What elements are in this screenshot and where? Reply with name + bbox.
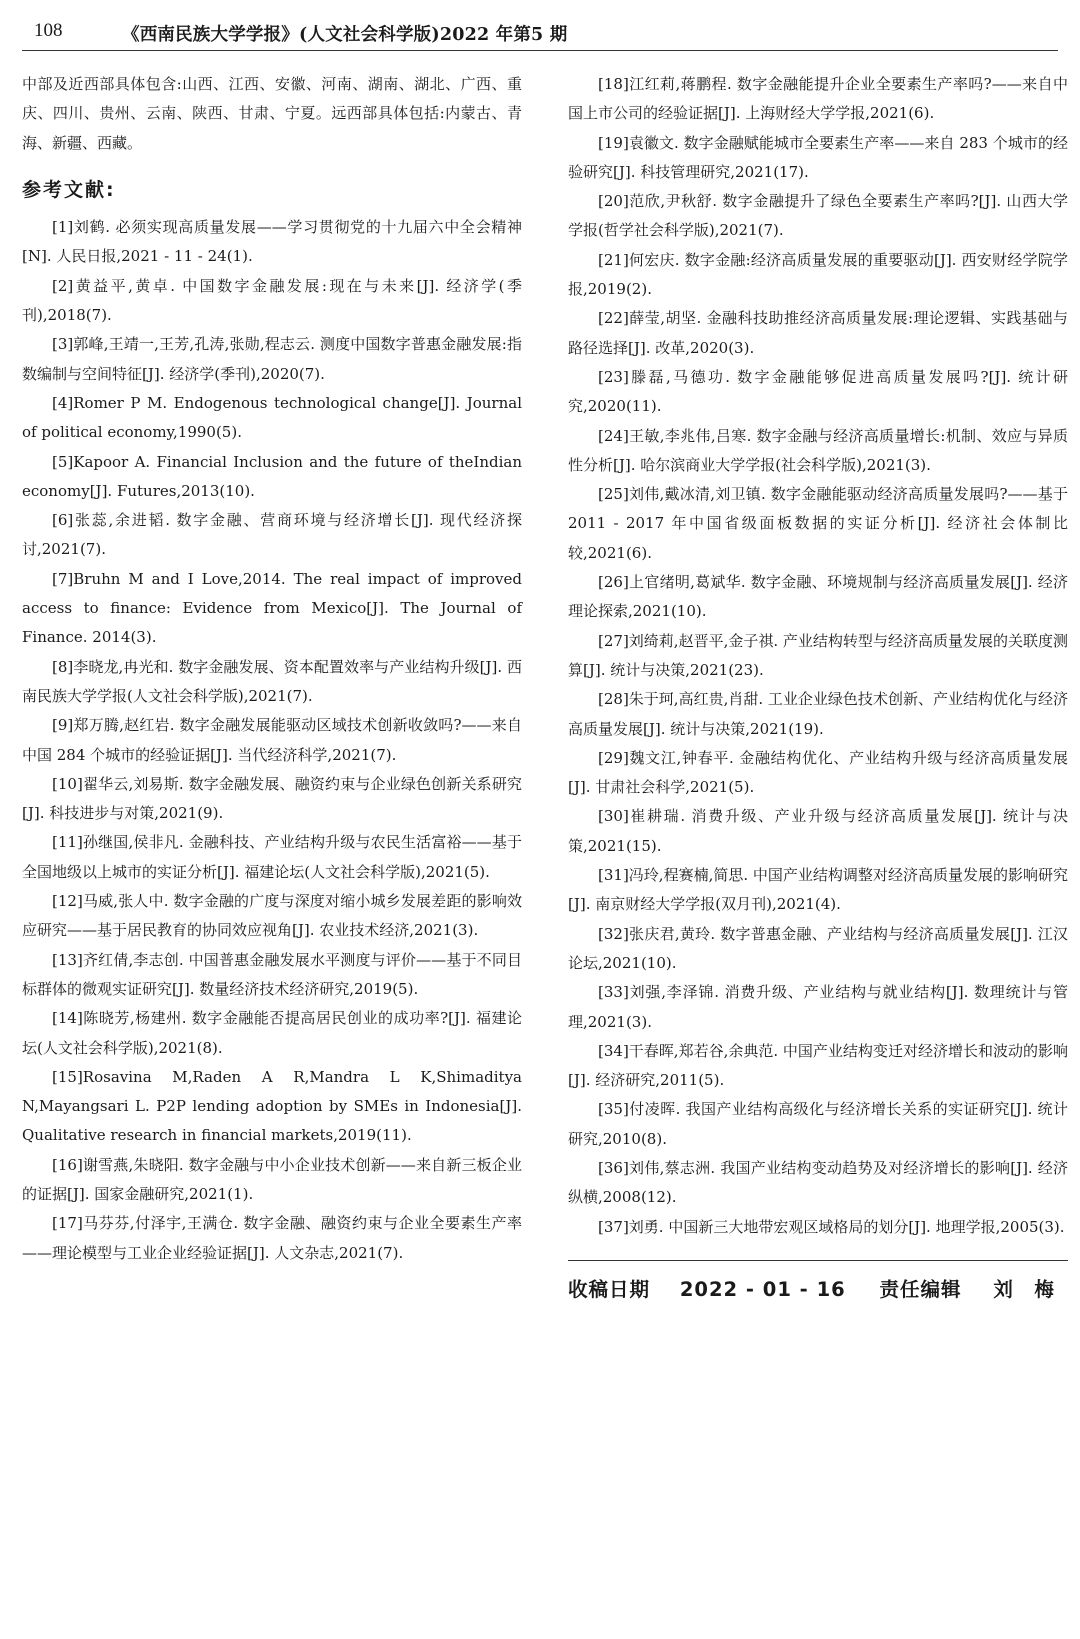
received-label: 收稿日期 <box>568 1277 651 1301</box>
reference-item: [9]郑万腾,赵红岩. 数字金融发展能驱动区域技术创新收敛吗?——来自中国 284 个城市的经验证据[J]. 当代经济科学,2021(7). <box>22 716 522 764</box>
reference-item: [24]王敏,李兆伟,吕寒. 数字金融与经济高质量增长:机制、效应与异质性分析[J]. 哈尔滨商业大学学报(社会科学版),2021(3). <box>568 426 1068 474</box>
reference-item: [29]魏文江,钟春平. 金融结构优化、产业结构升级与经济高质量发展[J]. 甘肃社会科学,2021(5). <box>568 748 1068 797</box>
intro-paragraph: 中部及近西部具体包含:山西、江西、安徽、河南、湖南、湖北、广西、重庆、四川、贵州、云南、陕西、甘肃、宁夏。远西部具体包括:内蒙古、青海、新疆、西藏。 <box>22 75 522 152</box>
editor-name: 刘 梅 <box>993 1277 1055 1301</box>
reference-item: [18]江红莉,蒋鹏程. 数字金融能提升企业全要素生产率吗?——来自中国上市公司的经验证据[J]. 上海财经大学学报,2021(6). <box>568 75 1068 123</box>
reference-item: [28]朱于珂,高红贵,肖甜. 工业企业绿色技术创新、产业结构优化与经济高质量发展[J]. 统计与决策,2021(19). <box>568 690 1068 738</box>
journal-title: 《西南民族大学学报》(人文社会科学版)2022 年第5 期 <box>122 25 568 45</box>
reference-item: [7]Bruhn M and I Love,2014. The real impact of improved access to finance: Evidence from Mexico[J]. The Journal of Finance. 2014(3). <box>22 569 522 647</box>
editor-label: 责任编辑 <box>879 1277 962 1301</box>
page-number: 108 <box>34 20 63 41</box>
reference-item: [2]黄益平,黄卓. 中国数字金融发展:现在与未来[J]. 经济学(季刊),2018(7). <box>22 276 522 325</box>
running-header <box>22 18 1058 51</box>
reference-list-left <box>22 213 522 1268</box>
reference-item: [32]张庆君,黄玲. 数字普惠金融、产业结构与经济高质量发展[J]. 江汉论坛,2021(10). <box>568 924 1068 972</box>
reference-item: [5]Kapoor A. Financial Inclusion and the future of theIndian economy[J]. Futures,2013(10). <box>22 452 522 500</box>
reference-item: [37]刘勇. 中国新三大地带宏观区域格局的划分[J]. 地理学报,2005(3). <box>598 1217 1065 1236</box>
reference-item: [14]陈晓芳,杨建州. 数字金融能否提高居民创业的成功率?[J]. 福建论坛(人文社会科学版),2021(8). <box>22 1009 522 1057</box>
reference-item: [23]滕磊,马德功. 数字金融能够促进高质量发展吗?[J]. 统计研究,2020(11). <box>568 367 1068 416</box>
reference-item: [4]Romer P M. Endogenous technological change[J]. Journal of political economy,1990(5). <box>22 393 522 442</box>
received-line <box>568 1275 1068 1304</box>
reference-item: [27]刘绮莉,赵晋平,金子祺. 产业结构转型与经济高质量发展的关联度测算[J]. 统计与决策,2021(23). <box>568 631 1068 679</box>
reference-item: [30]崔耕瑞. 消费升级、产业升级与经济高质量发展[J]. 统计与决策,2021(15). <box>568 807 1068 855</box>
reference-list-right <box>568 70 1068 1242</box>
reference-item: [20]范欣,尹秋舒. 数字金融提升了绿色全要素生产率吗?[J]. 山西大学学报(哲学社会科学版),2021(7). <box>568 192 1068 240</box>
reference-item: [15]Rosavina M,Raden A R,Mandra L K,Shimaditya N,Mayangsari L. P2P lending adoption by SMEs in Indonesia[J]. Qualitative research in financial markets,2019(11). <box>22 1067 522 1145</box>
reference-item: [22]薛莹,胡坚. 金融科技助推经济高质量发展:理论逻辑、实践基础与路径选择[J]. 改革,2020(3). <box>568 309 1068 357</box>
reference-item: [16]谢雪燕,朱晓阳. 数字金融与中小企业技术创新——来自新三板企业的证据[J]. 国家金融研究,2021(1). <box>22 1155 522 1203</box>
reference-item: [10]翟华云,刘易斯. 数字金融发展、融资约束与企业绿色创新关系研究[J]. 科技进步与对策,2021(9). <box>22 774 522 823</box>
reference-item: [11]孙继国,侯非凡. 金融科技、产业结构升级与农民生活富裕——基于全国地级以上城市的实证分析[J]. 福建论坛(人文社会科学版),2021(5). <box>22 833 522 881</box>
references-heading: 参考文献: <box>22 178 116 201</box>
reference-item: [33]刘强,李泽锦. 消费升级、产业结构与就业结构[J]. 数理统计与管理,2021(3). <box>568 983 1068 1031</box>
reference-item: [12]马威,张人中. 数字金融的广度与深度对缩小城乡发展差距的影响效应研究——基于居民教育的协同效应视角[J]. 农业技术经济,2021(3). <box>22 892 522 940</box>
reference-item: [36]刘伟,蔡志洲. 我国产业结构变动趋势及对经济增长的影响[J]. 经济纵横,2008(12). <box>568 1158 1068 1207</box>
reference-item: [1]刘鹤. 必须实现高质量发展——学习贯彻党的十九届六中全会精神[N]. 人民日报,2021 - 11 - 24(1). <box>22 218 522 266</box>
footer-divider <box>568 1260 1068 1261</box>
reference-item: [17]马芬芬,付泽宇,王满仓. 数字金融、融资约束与企业全要素生产率——理论模型与工业企业经验证据[J]. 人文杂志,2021(7). <box>22 1214 522 1262</box>
reference-item: [31]冯玲,程赛楠,简思. 中国产业结构调整对经济高质量发展的影响研究[J]. 南京财经大学学报(双月刊),2021(4). <box>568 866 1068 914</box>
reference-item: [19]袁徽文. 数字金融赋能城市全要素生产率——来自 283 个城市的经验研究[J]. 科技管理研究,2021(17). <box>568 133 1068 181</box>
right-column <box>568 70 1068 1304</box>
reference-item: [25]刘伟,戴冰清,刘卫镇. 数字金融能驱动经济高质量发展吗?——基于 2011 - 2017 年中国省级面板数据的实证分析[J]. 经济社会体制比较,2021(6). <box>568 485 1068 562</box>
reference-item: [3]郭峰,王靖一,王芳,孔涛,张勋,程志云. 测度中国数字普惠金融发展:指数编制与空间特征[J]. 经济学(季刊),2020(7). <box>22 335 522 383</box>
reference-item: [35]付凌晖. 我国产业结构高级化与经济增长关系的实证研究[J]. 统计研究,2010(8). <box>568 1100 1068 1148</box>
reference-item: [21]何宏庆. 数字金融:经济高质量发展的重要驱动[J]. 西安财经学院学报,2019(2). <box>568 250 1068 299</box>
reference-item: [34]干春晖,郑若谷,余典范. 中国产业结构变迁对经济增长和波动的影响[J]. 经济研究,2011(5). <box>568 1041 1068 1090</box>
reference-item: [6]张蕊,余进韬. 数字金融、营商环境与经济增长[J]. 现代经济探讨,2021(7). <box>22 511 522 559</box>
reference-item: [8]李晓龙,冉光和. 数字金融发展、资本配置效率与产业结构升级[J]. 西南民族大学学报(人文社会科学版),2021(7). <box>22 657 522 705</box>
reference-item: [26]上官绪明,葛斌华. 数字金融、环境规制与经济高质量发展[J]. 经济理论探索,2021(10). <box>568 573 1068 621</box>
received-date: 2022 - 01 - 16 <box>679 1277 846 1301</box>
left-column <box>22 70 522 1268</box>
reference-item: [13]齐红倩,李志创. 中国普惠金融发展水平测度与评价——基于不同目标群体的微观实证研究[J]. 数量经济技术经济研究,2019(5). <box>22 950 522 998</box>
